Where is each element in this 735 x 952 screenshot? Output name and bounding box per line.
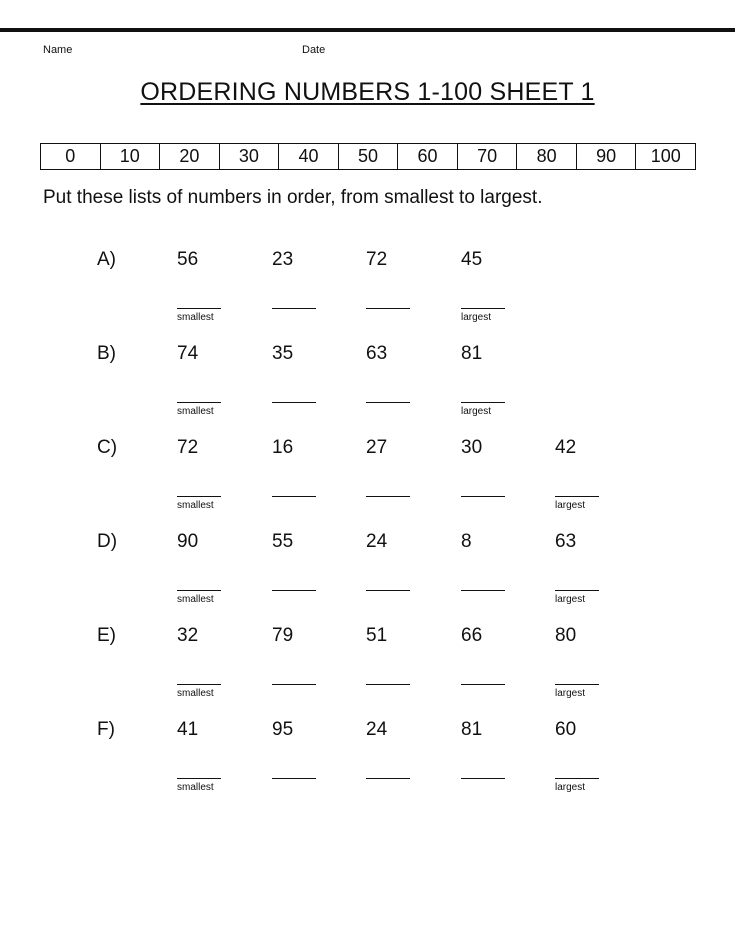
answer-blank[interactable]	[366, 684, 410, 685]
answer-blank[interactable]	[461, 684, 505, 685]
answer-blank[interactable]	[461, 590, 505, 591]
smallest-caption: smallest	[177, 782, 214, 793]
answer-blank[interactable]	[272, 684, 316, 685]
smallest-caption: smallest	[177, 312, 214, 323]
problem-number: 35	[272, 343, 294, 364]
problem-number: 23	[272, 249, 294, 270]
problem-number: 72	[366, 249, 388, 270]
answer-blank[interactable]	[177, 308, 221, 309]
answer-blank[interactable]	[366, 308, 410, 309]
answer-blank[interactable]	[272, 590, 316, 591]
problem-number: 41	[177, 719, 199, 740]
problem-label: F)	[97, 719, 115, 740]
number-line-cell: 0	[65, 146, 76, 166]
problem-number: 79	[272, 625, 294, 646]
number-line-cell: 80	[516, 144, 576, 169]
worksheet-title: ORDERING NUMBERS 1-100 SHEET 1	[140, 78, 595, 106]
answer-blank[interactable]	[272, 402, 316, 403]
number-line	[40, 143, 696, 170]
answer-blank[interactable]	[272, 308, 316, 309]
answer-blank[interactable]	[272, 496, 316, 497]
answer-blank[interactable]	[461, 778, 505, 779]
answer-blank[interactable]	[177, 778, 221, 779]
problem-number: 63	[555, 531, 577, 552]
smallest-caption: smallest	[177, 594, 214, 605]
answer-blank[interactable]	[366, 778, 410, 779]
problem-number: 74	[177, 343, 199, 364]
largest-caption: largest	[461, 312, 492, 323]
problem-number: 51	[366, 625, 388, 646]
problem-number: 8	[461, 531, 472, 552]
problem-number: 27	[366, 437, 388, 458]
number-line-cell: 30	[219, 144, 279, 169]
problem-number: 24	[366, 719, 388, 740]
problem-label: B)	[97, 343, 116, 364]
answer-blank[interactable]	[555, 496, 599, 497]
problem-number: 66	[461, 625, 483, 646]
problem-number: 55	[272, 531, 294, 552]
answer-blank[interactable]	[272, 778, 316, 779]
instructions: Put these lists of numbers in order, from smallest to largest.	[43, 187, 543, 208]
problem-number: 90	[177, 531, 199, 552]
problem-number: 45	[461, 249, 483, 270]
answer-blank[interactable]	[366, 496, 410, 497]
answer-blank[interactable]	[366, 402, 410, 403]
number-line-cell: 40	[278, 144, 338, 169]
answer-blank[interactable]	[177, 496, 221, 497]
number-line-cell: 70	[457, 144, 517, 169]
answer-blank[interactable]	[177, 684, 221, 685]
top-rule	[0, 28, 735, 32]
problem-number: 16	[272, 437, 294, 458]
answer-blank[interactable]	[461, 308, 505, 309]
number-line-cell: 60	[397, 144, 457, 169]
problem-label: E)	[97, 625, 116, 646]
answer-blank[interactable]	[555, 590, 599, 591]
problem-number: 30	[461, 437, 483, 458]
problem-number: 72	[177, 437, 199, 458]
smallest-caption: smallest	[177, 688, 214, 699]
smallest-caption: smallest	[177, 406, 214, 417]
number-line-cell: 10	[100, 144, 160, 169]
largest-caption: largest	[555, 782, 586, 793]
problem-label: A)	[97, 249, 116, 270]
largest-caption: largest	[555, 500, 586, 511]
smallest-caption: smallest	[177, 500, 214, 511]
problem-label: D)	[97, 531, 118, 552]
number-line-cell: 90	[576, 144, 636, 169]
number-line-cell: 50	[338, 144, 398, 169]
problem-number: 63	[366, 343, 388, 364]
problem-number: 24	[366, 531, 388, 552]
number-line-cell: 100	[635, 144, 695, 169]
date-label: Date	[302, 44, 326, 56]
name-label: Name	[43, 44, 73, 56]
problem-number: 56	[177, 249, 199, 270]
answer-blank[interactable]	[461, 402, 505, 403]
problem-number: 60	[555, 719, 577, 740]
answer-blank[interactable]	[366, 590, 410, 591]
problem-number: 95	[272, 719, 294, 740]
answer-blank[interactable]	[461, 496, 505, 497]
problem-number: 80	[555, 625, 577, 646]
answer-blank[interactable]	[177, 402, 221, 403]
problem-number: 42	[555, 437, 577, 458]
problem-number: 81	[461, 719, 483, 740]
answer-blank[interactable]	[555, 684, 599, 685]
problem-number: 32	[177, 625, 199, 646]
answer-blank[interactable]	[177, 590, 221, 591]
largest-caption: largest	[555, 594, 586, 605]
problem-label: C)	[97, 437, 118, 458]
number-line-cell: 20	[159, 144, 219, 169]
largest-caption: largest	[555, 688, 586, 699]
problem-number: 81	[461, 343, 483, 364]
largest-caption: largest	[461, 406, 492, 417]
answer-blank[interactable]	[555, 778, 599, 779]
